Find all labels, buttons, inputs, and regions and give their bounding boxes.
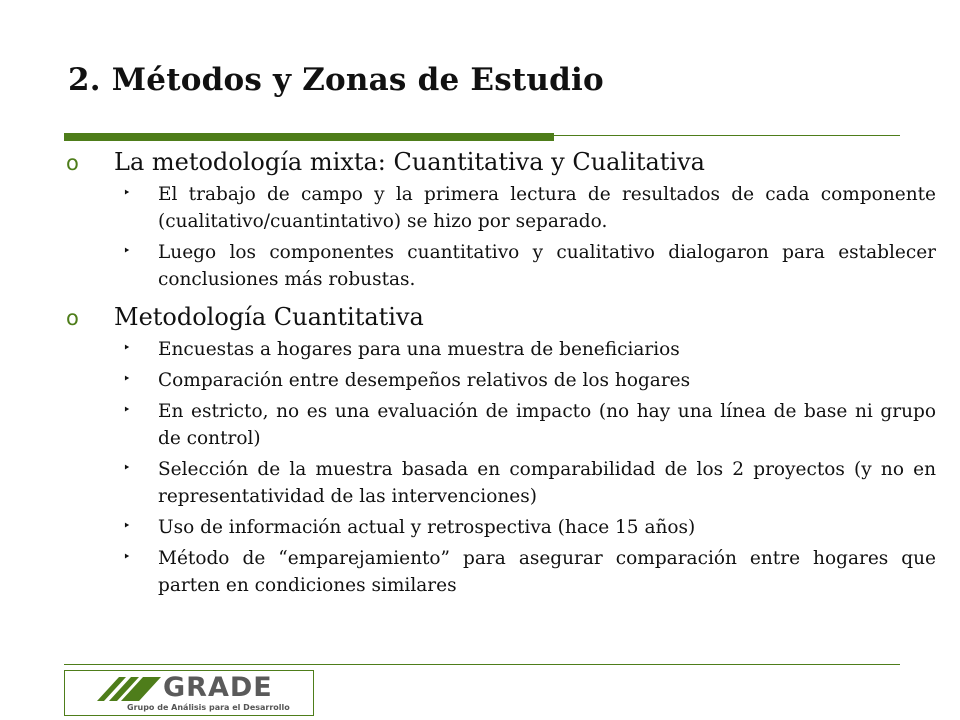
list-item: [60, 545, 936, 599]
section-heading: Metodología Cuantitativa: [114, 303, 424, 331]
list-item-text: Comparación entre desempeños relativos de los hogares: [158, 370, 691, 391]
mixed-methodology-list: [60, 181, 936, 293]
triangle-bullet-icon: ‣: [123, 403, 131, 418]
grade-logo: [64, 670, 314, 716]
list-item-text: En estricto, no es una evaluación de impacto (no hay una línea de base ni grupo de control): [158, 401, 936, 449]
list-item: [60, 456, 936, 510]
section-heading: La metodología mixta: Cuantitativa y Cualitativa: [114, 148, 705, 176]
triangle-bullet-icon: ‣: [123, 519, 131, 534]
list-item-text: Uso de información actual y retrospectiva (hace 15 años): [158, 517, 696, 538]
triangle-bullet-icon: ‣: [123, 550, 131, 565]
quantitative-methodology-list: [60, 336, 936, 599]
list-item-text: Método de “emparejamiento” para asegurar comparación entre hogares que parten en condiciones similares: [158, 548, 936, 596]
list-item: [60, 336, 936, 363]
triangle-bullet-icon: ‣: [123, 244, 131, 259]
list-item-text: Selección de la muestra basada en comparabilidad de los 2 proyectos (y no en representatividad de las intervenciones): [158, 459, 936, 507]
slide-title: 2. Métodos y Zonas de Estudio: [68, 62, 604, 98]
section-quantitative-methodology: [60, 301, 936, 333]
list-item: [60, 514, 936, 541]
title-underline-rule: [64, 135, 900, 136]
list-item-text: Luego los componentes cuantitativo y cualitativo dialogaron para establecer conclusiones más robustas.: [158, 242, 936, 290]
triangle-bullet-icon: ‣: [123, 461, 131, 476]
list-item-text: El trabajo de campo y la primera lectura de resultados de cada componente (cualitativo/cuantintativo) se hizo por separado.: [158, 184, 936, 232]
logo-tagline: Grupo de Análisis para el Desarrollo: [127, 703, 290, 712]
list-item: [60, 239, 936, 293]
list-item: [60, 398, 936, 452]
triangle-bullet-icon: ‣: [123, 341, 131, 356]
logo-wordmark: GRADE: [163, 672, 273, 703]
list-item-text: Encuestas a hogares para una muestra de beneficiarios: [158, 339, 680, 360]
list-item: [60, 181, 936, 235]
circle-bullet-icon: o: [66, 151, 79, 175]
footer-rule: [64, 664, 900, 665]
triangle-bullet-icon: ‣: [123, 372, 131, 387]
circle-bullet-icon: o: [66, 306, 79, 330]
section-mixed-methodology: [60, 146, 936, 178]
grade-mountain-logo-icon: [95, 674, 163, 702]
triangle-bullet-icon: ‣: [123, 186, 131, 201]
list-item: [60, 367, 936, 394]
slide-content: [60, 146, 936, 607]
